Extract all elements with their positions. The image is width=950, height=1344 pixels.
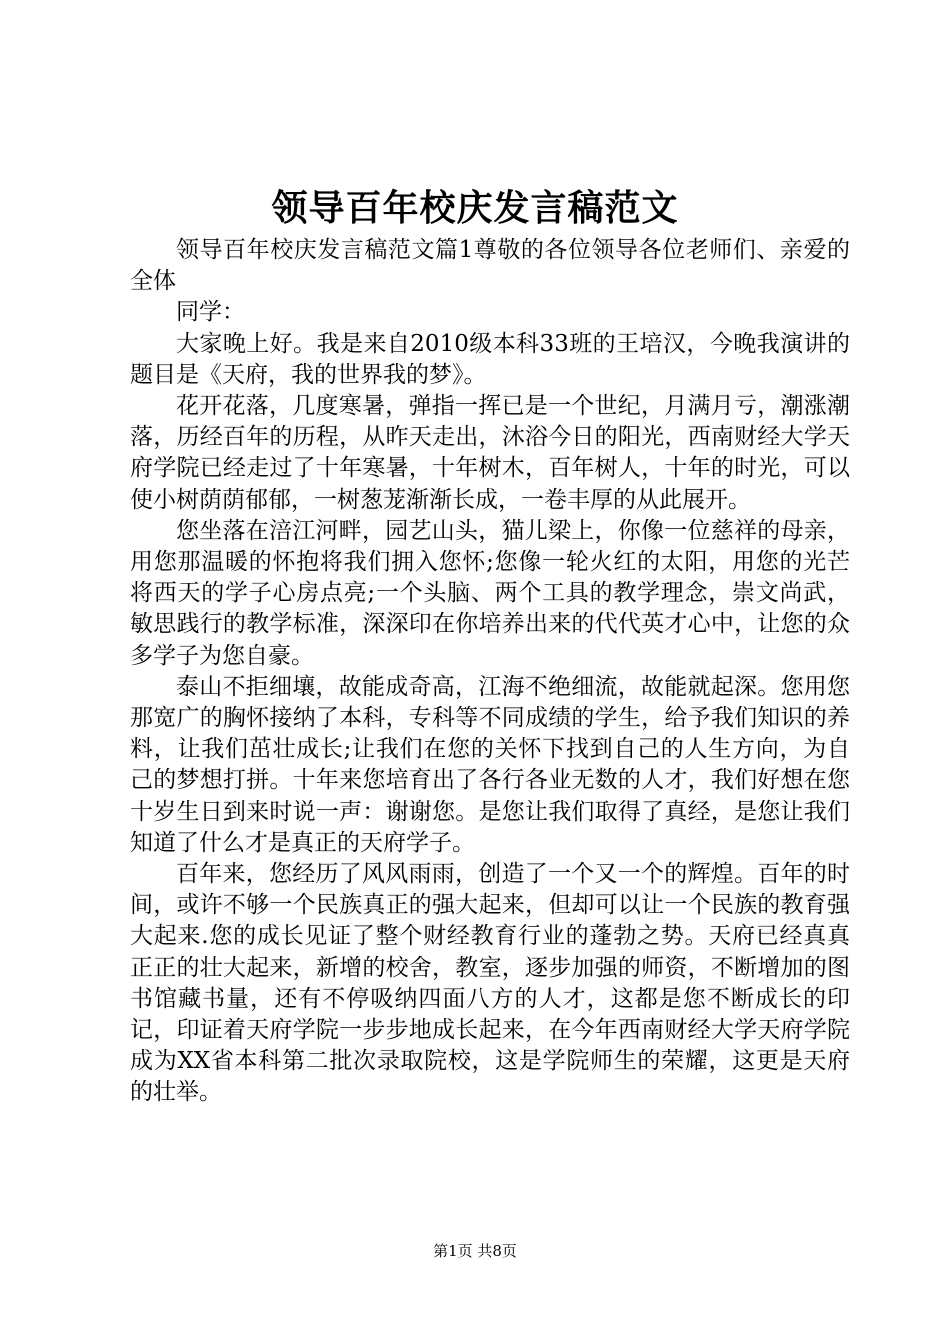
paragraph-campus: 您坐落在涪江河畔，园艺山头，猫儿梁上，你像一位慈祥的母亲，用您那温暖的怀抱将我们拥入您怀;您像一轮火红的太阳，用您的光芒将西天的学子心房点亮;一个头脑、两个工具的教学理念，崇文尚武，敏思践行的教学标准，深深印在你培养出来的代代英才心中，让您的众多学子为您自豪。 [130,517,850,669]
page-number: 第1页 共8页 [433,1242,517,1260]
document-title: 领导百年校庆发言稿范文 [271,187,679,229]
document-body [130,235,850,1109]
paragraph-century: 百年来，您经历了风风雨雨，创造了一个又一个的辉煌。百年的时间，或许不够一个民族真正的强大起来，但却可以让一个民族的教育强大起来.您的成长见证了整个财经教育行业的蓬勃之势。天府已经真真正正的壮大起来，新增的校舍，教室，逐步加强的师资，不断增加的图书馆藏书量，还有不停吸纳四面八方的人才，这都是您不断成长的印记，印证着天府学院一步步地成长起来，在今年西南财经大学天府学院成为XX省本科第二批次录取院校，这是学院师生的荣耀，这更是天府的壮举。 [130,861,850,1106]
paragraph-history: 花开花落，几度寒暑，弹指一挥已是一个世纪，月满月亏，潮涨潮落，历经百年的历程，从昨天走出，沐浴今日的阳光，西南财经大学天府学院已经走过了十年寒暑，十年树木，百年树人，十年的时光，可以使小树荫荫郁郁，一树葱茏渐渐长成，一卷丰厚的从此展开。 [130,393,850,513]
paragraph-gratitude: 泰山不拒细壤，故能成奇高，江海不绝细流，故能就起深。您用您那宽广的胸怀接纳了本科，专科等不同成绩的学生，给予我们知识的养料，让我们茁壮成长;让我们在您的关怀下找到自己的人生方向，为自己的梦想打拼。十年来您培育出了各行各业无数的人才，我们好想在您十岁生日到来时说一声：谢谢您。是您让我们取得了真经，是您让我们知道了什么才是真正的天府学子。 [130,673,850,856]
paragraph-intro: 领导百年校庆发言稿范文篇1尊敬的各位领导各位老师们、亲爱的全体 [130,237,850,295]
paragraph-greeting: 大家晚上好。我是来自2010级本科33班的王培汉，今晚我演讲的题目是《天府，我的世界我的梦》。 [130,330,850,388]
paragraph-salutation: 同学： [176,299,245,326]
